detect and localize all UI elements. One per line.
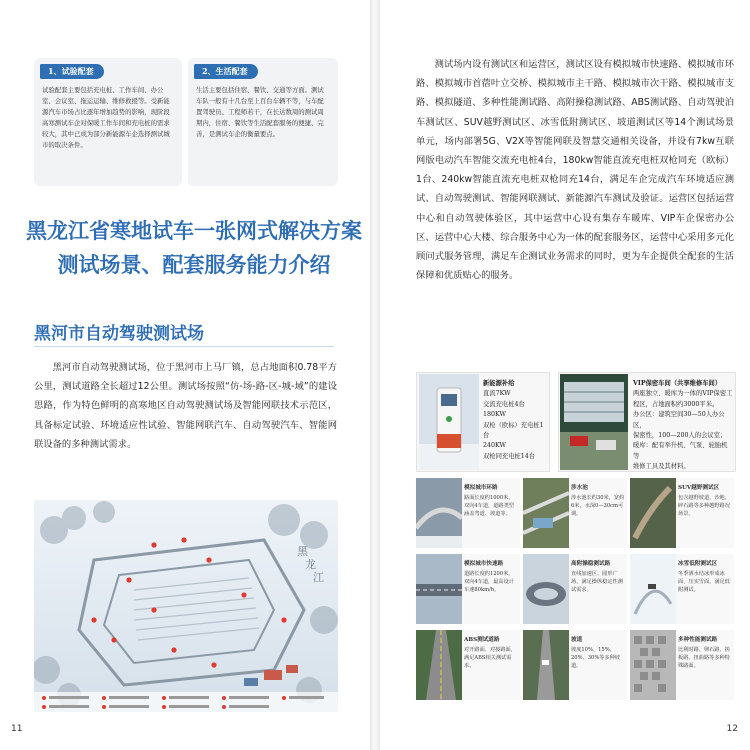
right-page — [380, 0, 750, 750]
map-label-1: 黑 — [297, 545, 308, 558]
scene-water-pool — [523, 478, 627, 548]
scene-title: 坡道 — [571, 637, 583, 643]
scene-title: 模拟城市环路 — [464, 485, 498, 491]
charger-panel — [416, 372, 550, 472]
vip-line-3: 办公区：建筑空间30—50人办公区， — [633, 411, 725, 429]
scene-photo — [630, 554, 676, 624]
page-number: 12 — [726, 724, 738, 734]
scene-text: 道路长度约1200米，双向4车道，最高设计车速80km/h。 — [464, 571, 514, 593]
scene-photo — [416, 478, 462, 548]
vip-line-1: VIP保密车间（共享维修车间） — [633, 380, 722, 387]
scene-text: 坡度10%、15%、20%、30%等多种坡道。 — [571, 647, 620, 669]
charger-line-2: 直流7KW — [483, 390, 511, 398]
scene-title: 高附操稳测试路 — [571, 561, 611, 567]
scene-title: 涉水池 — [571, 485, 588, 491]
scene-city-ring — [416, 478, 520, 548]
info-card-life-support — [188, 58, 338, 186]
charger-line-6: 240KW — [483, 442, 506, 450]
scene-title: ABS测试道路 — [464, 637, 500, 643]
scene-text: 对开路面、对接路面，满足ABS相关测试需求。 — [464, 647, 516, 669]
scene-text: 包含越野坡道、沙地、碎石路等多种越野路况场景。 — [678, 495, 730, 517]
section-title: 黑河市自动驾驶测试场 — [34, 324, 204, 344]
section-body: 黑河市自动驾驶测试场，位于黑河市上马厂镇，总占地面积0.78平方公里，测试道路全长超过12公里。测试场按照“仿-场-路-区-城-域”的建设思路，作为特色鲜明的高寒地区自动驾驶测试场及智能网联技术示范区，具备标定试验、环境适应性试验、智能网联汽车、自动驾驶汽车、智能网联设备的多种测试需求。 — [34, 362, 337, 450]
left-page — [0, 0, 370, 750]
map-label-2: 龙 — [305, 558, 316, 571]
charger-line-7: 双枪同充电桩14台 — [483, 452, 536, 460]
map-illustration — [34, 500, 338, 712]
scene-performance-roads — [630, 630, 734, 700]
card-tag: 2、生活配套 — [194, 64, 258, 79]
scene-slope — [523, 630, 627, 700]
page-gutter — [370, 0, 380, 750]
scene-photo — [630, 630, 676, 700]
scene-text: 路面长度约1000米，双向4车道，道路类型涵盖弯道、坡道等。 — [464, 495, 514, 517]
charger-line-3: 交流充电桩4台 — [483, 400, 525, 408]
charger-line-1: 新能源补给 — [483, 380, 515, 387]
vip-line-2: 两座独立、暖库为一体的VIP保密工程区，占地面积约3000平米。 — [633, 390, 733, 408]
scene-text: 冬季洒水结冰形成冰面、压实雪面，满足低附测试。 — [678, 571, 730, 593]
scene-title: SUV越野测试区 — [678, 485, 720, 491]
scene-text: 直线加速区、圆形广场，满足操纵稳定性测试需求。 — [571, 571, 623, 593]
card-text: 生活主要包括住宿、餐饮、交通等方面。测试车队一般有十几台至上百台车辆不等，与车配置驾驶员、工程师若干，在长达数周的测试周期内，住宿、餐饮等生活配套服务的便捷、完善，是测试车企的衡量要点。 — [196, 86, 324, 138]
vip-workshop-panel — [558, 372, 736, 472]
charger-line-4: 180KW — [483, 411, 506, 419]
main-title-line-1: 黑龙江省寒地试车一张网式解决方案 — [26, 218, 362, 243]
test-site-map-image — [34, 500, 338, 712]
card-tag: 1、试验配套 — [40, 64, 104, 79]
scene-photo — [630, 478, 676, 548]
scene-title: 多种性能测试路 — [678, 637, 718, 643]
main-title-line-2: 测试场景、配套服务能力介绍 — [57, 252, 331, 277]
charger-line-5: 双枪（欧标）充电桩1台 — [483, 421, 544, 440]
main-title — [24, 214, 364, 282]
scene-photo — [416, 630, 462, 700]
scene-text: 涉水池长约30米，宽约6米，水深0—30cm可调。 — [571, 495, 625, 517]
charger-photo — [419, 374, 479, 470]
card-text: 试验配套主要包括充电桩、工作车间、办公室、会议室、拖运运输、维修救援等。受新能源汽车市场占比逐年增加趋势的影响，现阶段高寒测试车企对保暖工作车间和充电桩的需求较大，其中已成为部分新能源车企选择测试城市的取决条件。 — [42, 86, 170, 149]
scene-photo — [523, 630, 569, 700]
scene-title: 模拟城市快速路 — [464, 561, 504, 567]
info-card-test-support — [34, 58, 182, 186]
section-divider — [34, 346, 334, 347]
scene-title: 冰雪低附测试区 — [678, 561, 718, 567]
scene-photo — [523, 554, 569, 624]
right-body: 测试场内设有测试区和运营区，测试区设有模拟城市快速路、模拟城市环路、模拟城市首蓿叶立交桥、模拟城市主干路、模拟城市次干路、模拟城市支路、模拟隧道、多种性能测试路、高附操稳测试路、ABS测试路、自动驾驶泊车测试区、SUV越野测试区、冰雪低附测试区、坡道测试区等14个测试场景单元，场内部署5G、V2X等智能网联及智慧交通相关设备，并设有7kw互联网版电动汽车智能交流充电桩4台，180kw智能直流充电桩双枪同充（欧标）1台、240kw智能直流充电桩双枪同充14台，满足车企完成汽车环境适应测试、自动驾驶测试、智能网联测试、新能源汽车测试及验证。运营区包括运营中心和自动驾驶体验区，其中运营中心设有集存车暖库、VIP车企保密办公区、运营中心大楼、综合服务中心为一体的配套服务区，运营中心采用多元化顾问式服务管理，满足车企测试业务需求的同时，更为车企提供全配套的生活保障和优质贴心的服务。 — [416, 59, 734, 282]
map-label-3: 江 — [313, 571, 324, 584]
scene-city-expressway — [416, 554, 520, 624]
workshop-photo — [560, 374, 628, 470]
page-number: 11 — [11, 724, 23, 734]
scene-suv-offroad — [630, 478, 734, 548]
scene-photo — [416, 554, 462, 624]
vip-line-4: 保密性，100—200人的会议室； — [633, 432, 727, 440]
vip-line-5: 暖库：配有举升机、气泵、轮胎机等 — [633, 442, 728, 460]
vip-line-6: 维修工具及其材料。 — [633, 463, 690, 471]
scene-text: 比利时路、卵石路、搓板路、扭曲路等多种特殊路面。 — [678, 647, 730, 669]
scene-handling-track — [523, 554, 627, 624]
scene-photo — [523, 478, 569, 548]
scene-abs-road — [416, 630, 520, 700]
scene-ice-low-friction — [630, 554, 734, 624]
